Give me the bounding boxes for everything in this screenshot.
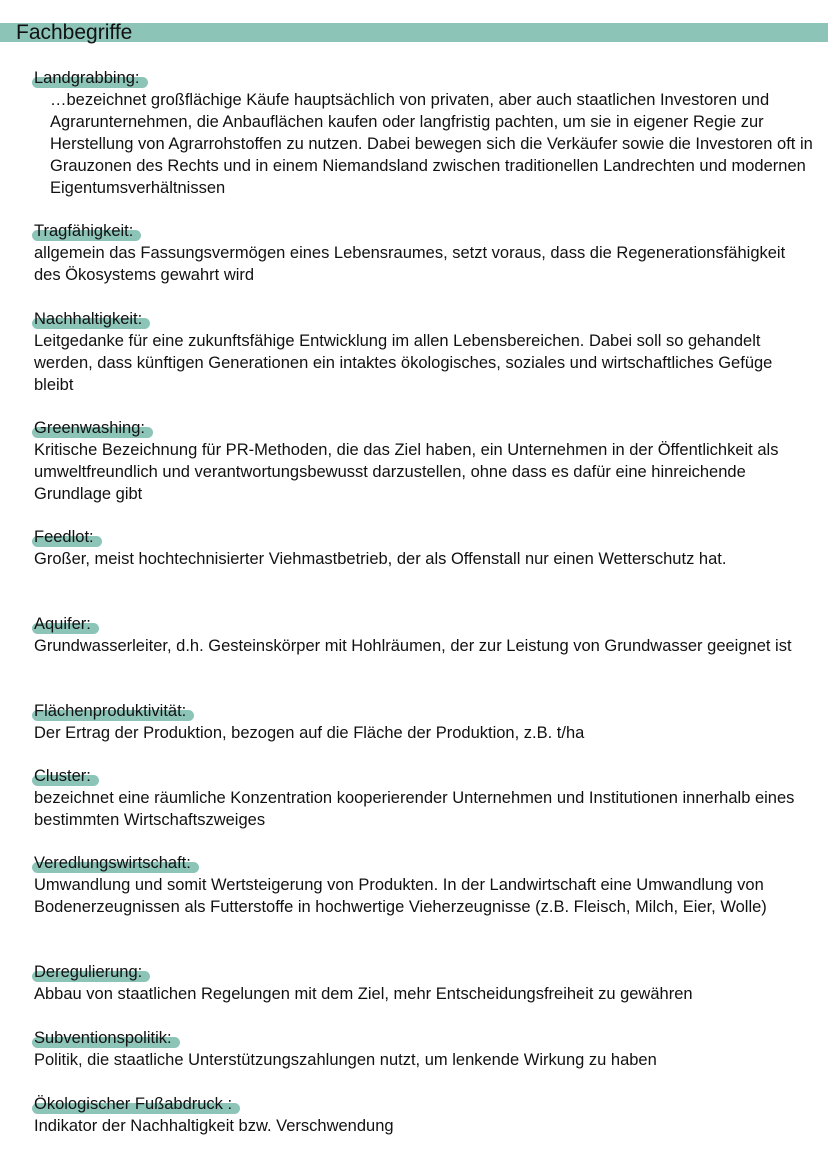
- glossary-definition: Umwandlung und somit Wertsteigerung von Produkten. In der Landwirtschaft eine Umwandlung von Bodenerzeugnissen als Futterstoffe in hochwertige Vieherzeugnisse (z.B. Fleisch, Milch, Eier, Wolle): [34, 876, 767, 916]
- glossary-definition: Der Ertrag der Produktion, bezogen auf die Fläche der Produktion, z.B. t/ha: [34, 724, 585, 742]
- glossary-definition: Leitgedanke für eine zukunftsfähige Entwicklung im allen Lebensbereichen. Dabei soll so gehandelt werden, dass künftigen Generationen ein intaktes ökologisches, soziales und wirtschaftliches Gefüge bleibt: [34, 332, 773, 394]
- glossary-term: Landgrabbing:: [34, 68, 146, 89]
- glossary-term: Deregulierung:: [34, 962, 148, 983]
- glossary-term: Ökologischer Fußabdruck :: [34, 1094, 238, 1115]
- glossary-term: Aquifer:: [34, 614, 97, 635]
- glossary-entry-feedlot: [34, 527, 814, 570]
- glossary-definition: …bezeichnet großflächige Käufe hauptsächlich von privaten, aber auch staatlichen Investoren und Agrarunternehmen, die Anbauflächen kaufen oder langfristig pachten, um sie in eigener Regie zur Herstellung von Agrarrohstoffen zu nutzen. Dabei bewegen sich die Verkäufer sowie die Investoren oft in Grauzonen des Rechts und in einem Niemandsland zwischen traditionellen Landrechten und modernen Eigentumsverhältnissen: [50, 91, 813, 197]
- glossary-entry-veredlungswirtschaft: [34, 853, 814, 918]
- glossary-entry-flaechenproduktivitaet: [34, 701, 814, 744]
- glossary-definition: Grundwasserleiter, d.h. Gesteinskörper mit Hohlräumen, der zur Leistung von Grundwasser geeignet ist: [34, 637, 792, 655]
- glossary-term: Feedlot:: [34, 527, 100, 548]
- glossary-definition: Politik, die staatliche Unterstützungszahlungen nutzt, um lenkende Wirkung zu haben: [34, 1051, 657, 1069]
- glossary-entry-landgrabbing: [34, 68, 814, 199]
- glossary-term: Subventionspolitik:: [34, 1028, 178, 1049]
- glossary-term: Cluster:: [34, 766, 97, 787]
- glossary-entry-nachhaltigkeit: [34, 309, 814, 396]
- glossary-term: Nachhaltigkeit:: [34, 309, 148, 330]
- glossary-definition: Kritische Bezeichnung für PR-Methoden, die das Ziel haben, ein Unternehmen in der Öffentlichkeit als umweltfreundlich und verantwortungsbewusst darzustellen, ohne dass es dafür eine hinreichende Grundlage gibt: [34, 441, 779, 503]
- glossary-term: Greenwashing:: [34, 418, 151, 439]
- page-title: Fachbegriffe: [16, 21, 133, 44]
- glossary-term: Flächenproduktivität:: [34, 701, 192, 722]
- glossary-definition: allgemein das Fassungsvermögen eines Lebensraumes, setzt voraus, dass die Regenerationsfähigkeit des Ökosystems gewahrt wird: [34, 244, 786, 284]
- glossary-definition: Abbau von staatlichen Regelungen mit dem Ziel, mehr Entscheidungsfreiheit zu gewähren: [34, 985, 693, 1003]
- glossary-definition: Großer, meist hochtechnisierter Viehmastbetrieb, der als Offenstall nur einen Wetterschutz hat.: [34, 550, 727, 568]
- glossary-entry-oekologischer-fussabdruck: [34, 1094, 814, 1137]
- glossary-entry-greenwashing: [34, 418, 814, 505]
- glossary-definition: bezeichnet eine räumliche Konzentration kooperierender Unternehmen und Institutionen innerhalb eines bestimmten Wirtschaftszweiges: [34, 789, 795, 829]
- glossary-entry-aquifer: [34, 614, 814, 657]
- glossary-entry-tragfaehigkeit: [34, 221, 814, 286]
- glossary-entry-subventionspolitik: [34, 1028, 814, 1071]
- glossary-term: Tragfähigkeit:: [34, 221, 139, 242]
- glossary-entry-deregulierung: [34, 962, 814, 1005]
- glossary-term: Veredlungswirtschaft:: [34, 853, 197, 874]
- glossary-definition: Indikator der Nachhaltigkeit bzw. Verschwendung: [34, 1117, 394, 1135]
- glossary-entry-cluster: [34, 766, 814, 831]
